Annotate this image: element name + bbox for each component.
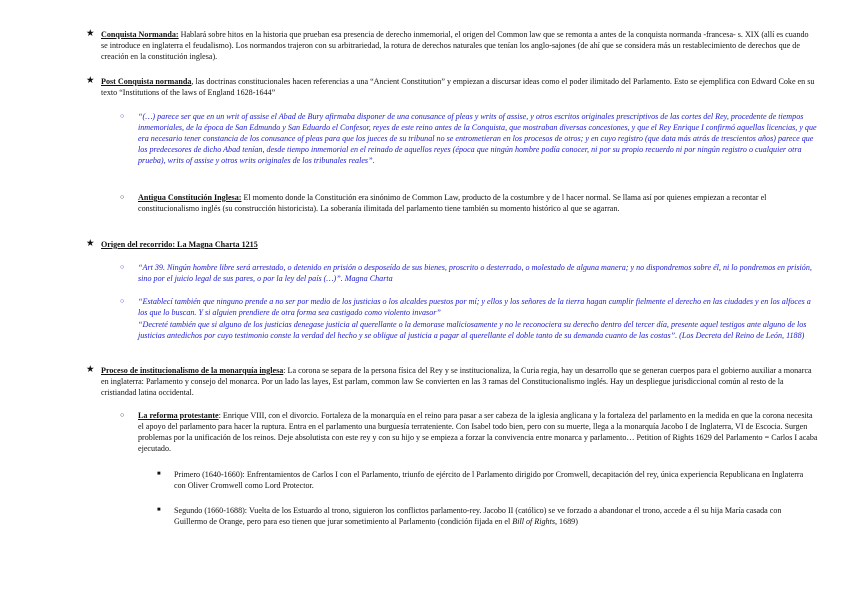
section-text: , las doctrinas constitucionales hacen referencias a una “Ancient Constitution” y empiezan a discursar ideas como el poder ilimitado del Parlamento. Esto se ejemplifica con Edward Coke en su texto “Institutions of the laws of England 1628-1644” bbox=[101, 77, 815, 97]
section-reforma-protestante bbox=[138, 410, 818, 454]
section-magna-charta bbox=[101, 239, 601, 250]
section-text: : Enrique VIII, con el divorcio. Fortaleza de la monarquía en el reino para pasar a ser cabeza de la iglesia anglicana y la fortaleza del parlamento en la medida en que la corona necesita el apoyo del parlamento para hacer la ruptura. Entra en el parlamento una burguesía terrateniente. Con Isabel todo bien, pero con su muerte, llega a la monarquía Jacobo I de Inglaterra, VI de Escocia. Surgen problemas por la unificación de los reinos. Deje absolutista con este rey y con su hijo y se empieza a forzar la convivencia entre monarca y parlamento… Petition of Rights 1629 del Parlamento = Carlos I acaba ejecutado. bbox=[138, 411, 818, 453]
bullet-text: Segundo (1660-1688): Vuelta de los Estuardo al trono, siguieron los conflictos parlamento-rey. Jacobo II (católico) se ve forzado a abandonar el trono, accede a él su hija María casada con Guillermo de Orange, pero para eso tienen que jurar sometimiento al Parlamento (condición fijada en el bbox=[174, 506, 782, 526]
star-bullet-icon: ★ bbox=[86, 365, 95, 375]
square-bullet-icon: ■ bbox=[157, 507, 161, 513]
section-text: : La corona se separa de la persona física del Rey y se institucionaliza, la Curia regia, hay un desarrollo que se generan cuerpos para el gobierno auxiliar a monarca en inglaterra: Parlamento y consejo del monarca. Por un lado las layes, Est parlam, common law Se convierten en las 3 ramas del Constitucionalismo inglés. Hay un despliegue jurisdiccional común al resto de la cristiandad latina occidental. bbox=[101, 366, 812, 397]
section-text: El momento donde la Constitución era sinónimo de Common Law, producto de la costumbre y de l hacer normal. Se llama así por quienes empiezan a recontar el constitucionalismo inglés (su construcción historicista). La soberanía ilimitada del parlamento tiene también su momento histórico al que se agarran. bbox=[138, 193, 767, 213]
section-heading: Origen del recorrido: La Magna Charta 1215 bbox=[101, 240, 258, 249]
circle-bullet-icon: ○ bbox=[120, 263, 125, 271]
section-heading: Proceso de institucionalismo de la monarquía inglesa bbox=[101, 366, 284, 375]
star-bullet-icon: ★ bbox=[86, 29, 95, 39]
star-bullet-icon: ★ bbox=[86, 76, 95, 86]
section-text: Hablará sobre hitos en la historia que prueban esa presencia de derecho inmemorial, el origen del Common law que se remonta a antes de la conquista normanda -francesa- s. XIX (allí es cuando se introduce en inglaterra el feudalismo). Los normandos trajeron con su arbitrariedad, la rotura de derechos naturales que tenían los anglo-sajones (de ahí que se considera más un restablecimiento de derechos que de creación en la constitución inglesa). bbox=[101, 30, 809, 61]
circle-bullet-icon: ○ bbox=[120, 411, 125, 419]
section-conquista-normanda bbox=[101, 29, 816, 62]
bullet-primero: Primero (1640-1660): Enfrentamientos de Carlos I con el Parlamento, triunfo de ejército de l Parlamento dirigido por Cromwell, decapitación del rey, única experiencia Republicana en Inglaterra con Oliver Cromwell como Lord Protector. bbox=[174, 470, 804, 490]
star-bullet-icon: ★ bbox=[86, 239, 95, 249]
quote-decreta-2: “Decreté también que si alguno de los justicias denegase justicia al querellante o la demorase maliciosamente y no le reconociera su derecho dentro del tercer día, presente aquel testigos ante alguno de los justicias antedichos por cuyo testimonio conste la verdad del hecho y se obligue al justicia a pagar al querellante el doble tanto de su demanda cuanto de las costas”. (Los Decreta del Reino de León, 1188) bbox=[138, 320, 807, 340]
quote-decreta-1: “Establecí también que ninguno prende a no ser por medio de los justicias o los alcaldes puestos por mí; y ellos y los señores de la tierra hagan cumplir fielmente el derecho en las ciudades y en los alfoces a los que lo buscan. Y si alguien prendiere de otra forma sea castigado como violento invasor” bbox=[138, 297, 811, 317]
circle-bullet-icon: ○ bbox=[120, 112, 125, 120]
section-heading: La reforma protestante bbox=[138, 411, 219, 420]
section-heading: Antigua Constitución Inglesa: bbox=[138, 193, 242, 202]
section-post-conquista bbox=[101, 76, 816, 98]
quote-coke: “(…) parece ser que en un writ of assise el Abad de Bury afirmaba disponer de una conusance of pleas y writs of assise, y otros escritos originales prescriptivos de las cortes del Rey, procedente de tiempos inmemoriales, de la época de San Edmundo y San Eduardo el Confesor, reyes de este reino antes de la Conquista, que mostraban diversas concesiones, y que el Rey Enrique I confirmó aquellas licencias, y que era necesario tener constancia de los conusance of pleas para que los jueces de su tribunal no se entrometieran en los procesos de otros; y en cuyo registro (que data más atrás de trescientos años) parece que los predecesores de dicho Abad tenían, desde tiempo inmemorial en el reinado de aquellos reyes (época que ningún hombre podía conocer, ni por su propio recuerdo ni por ningún registro o cualquier otra prueba), writs of assise y otros writs originales de los tribunales reales”. bbox=[138, 112, 817, 165]
bullet-segundo bbox=[174, 505, 814, 527]
section-antigua-constitucion bbox=[138, 192, 818, 214]
quote-art-39: “Art 39. Ningún hombre libre será arrestado, o detenido en prisión o desposeído de sus bienes, proscrito o desterrado, o molestado de alguna manera; y no dispondremos sobre él, ni lo pondremos en prisión, sino por el juicio legal de sus pares, o por la ley del país (…)”. Magna Charta bbox=[138, 263, 812, 283]
square-bullet-icon: ■ bbox=[157, 471, 161, 477]
bill-of-rights: Bill of Rights bbox=[512, 517, 555, 526]
section-heading: Conquista Normanda: bbox=[101, 30, 179, 39]
circle-bullet-icon: ○ bbox=[120, 297, 125, 305]
circle-bullet-icon: ○ bbox=[120, 193, 125, 201]
bullet-text-end: , 1689) bbox=[554, 517, 578, 526]
section-heading: Post Conquista normanda bbox=[101, 77, 192, 86]
section-institucionalismo bbox=[101, 365, 816, 398]
